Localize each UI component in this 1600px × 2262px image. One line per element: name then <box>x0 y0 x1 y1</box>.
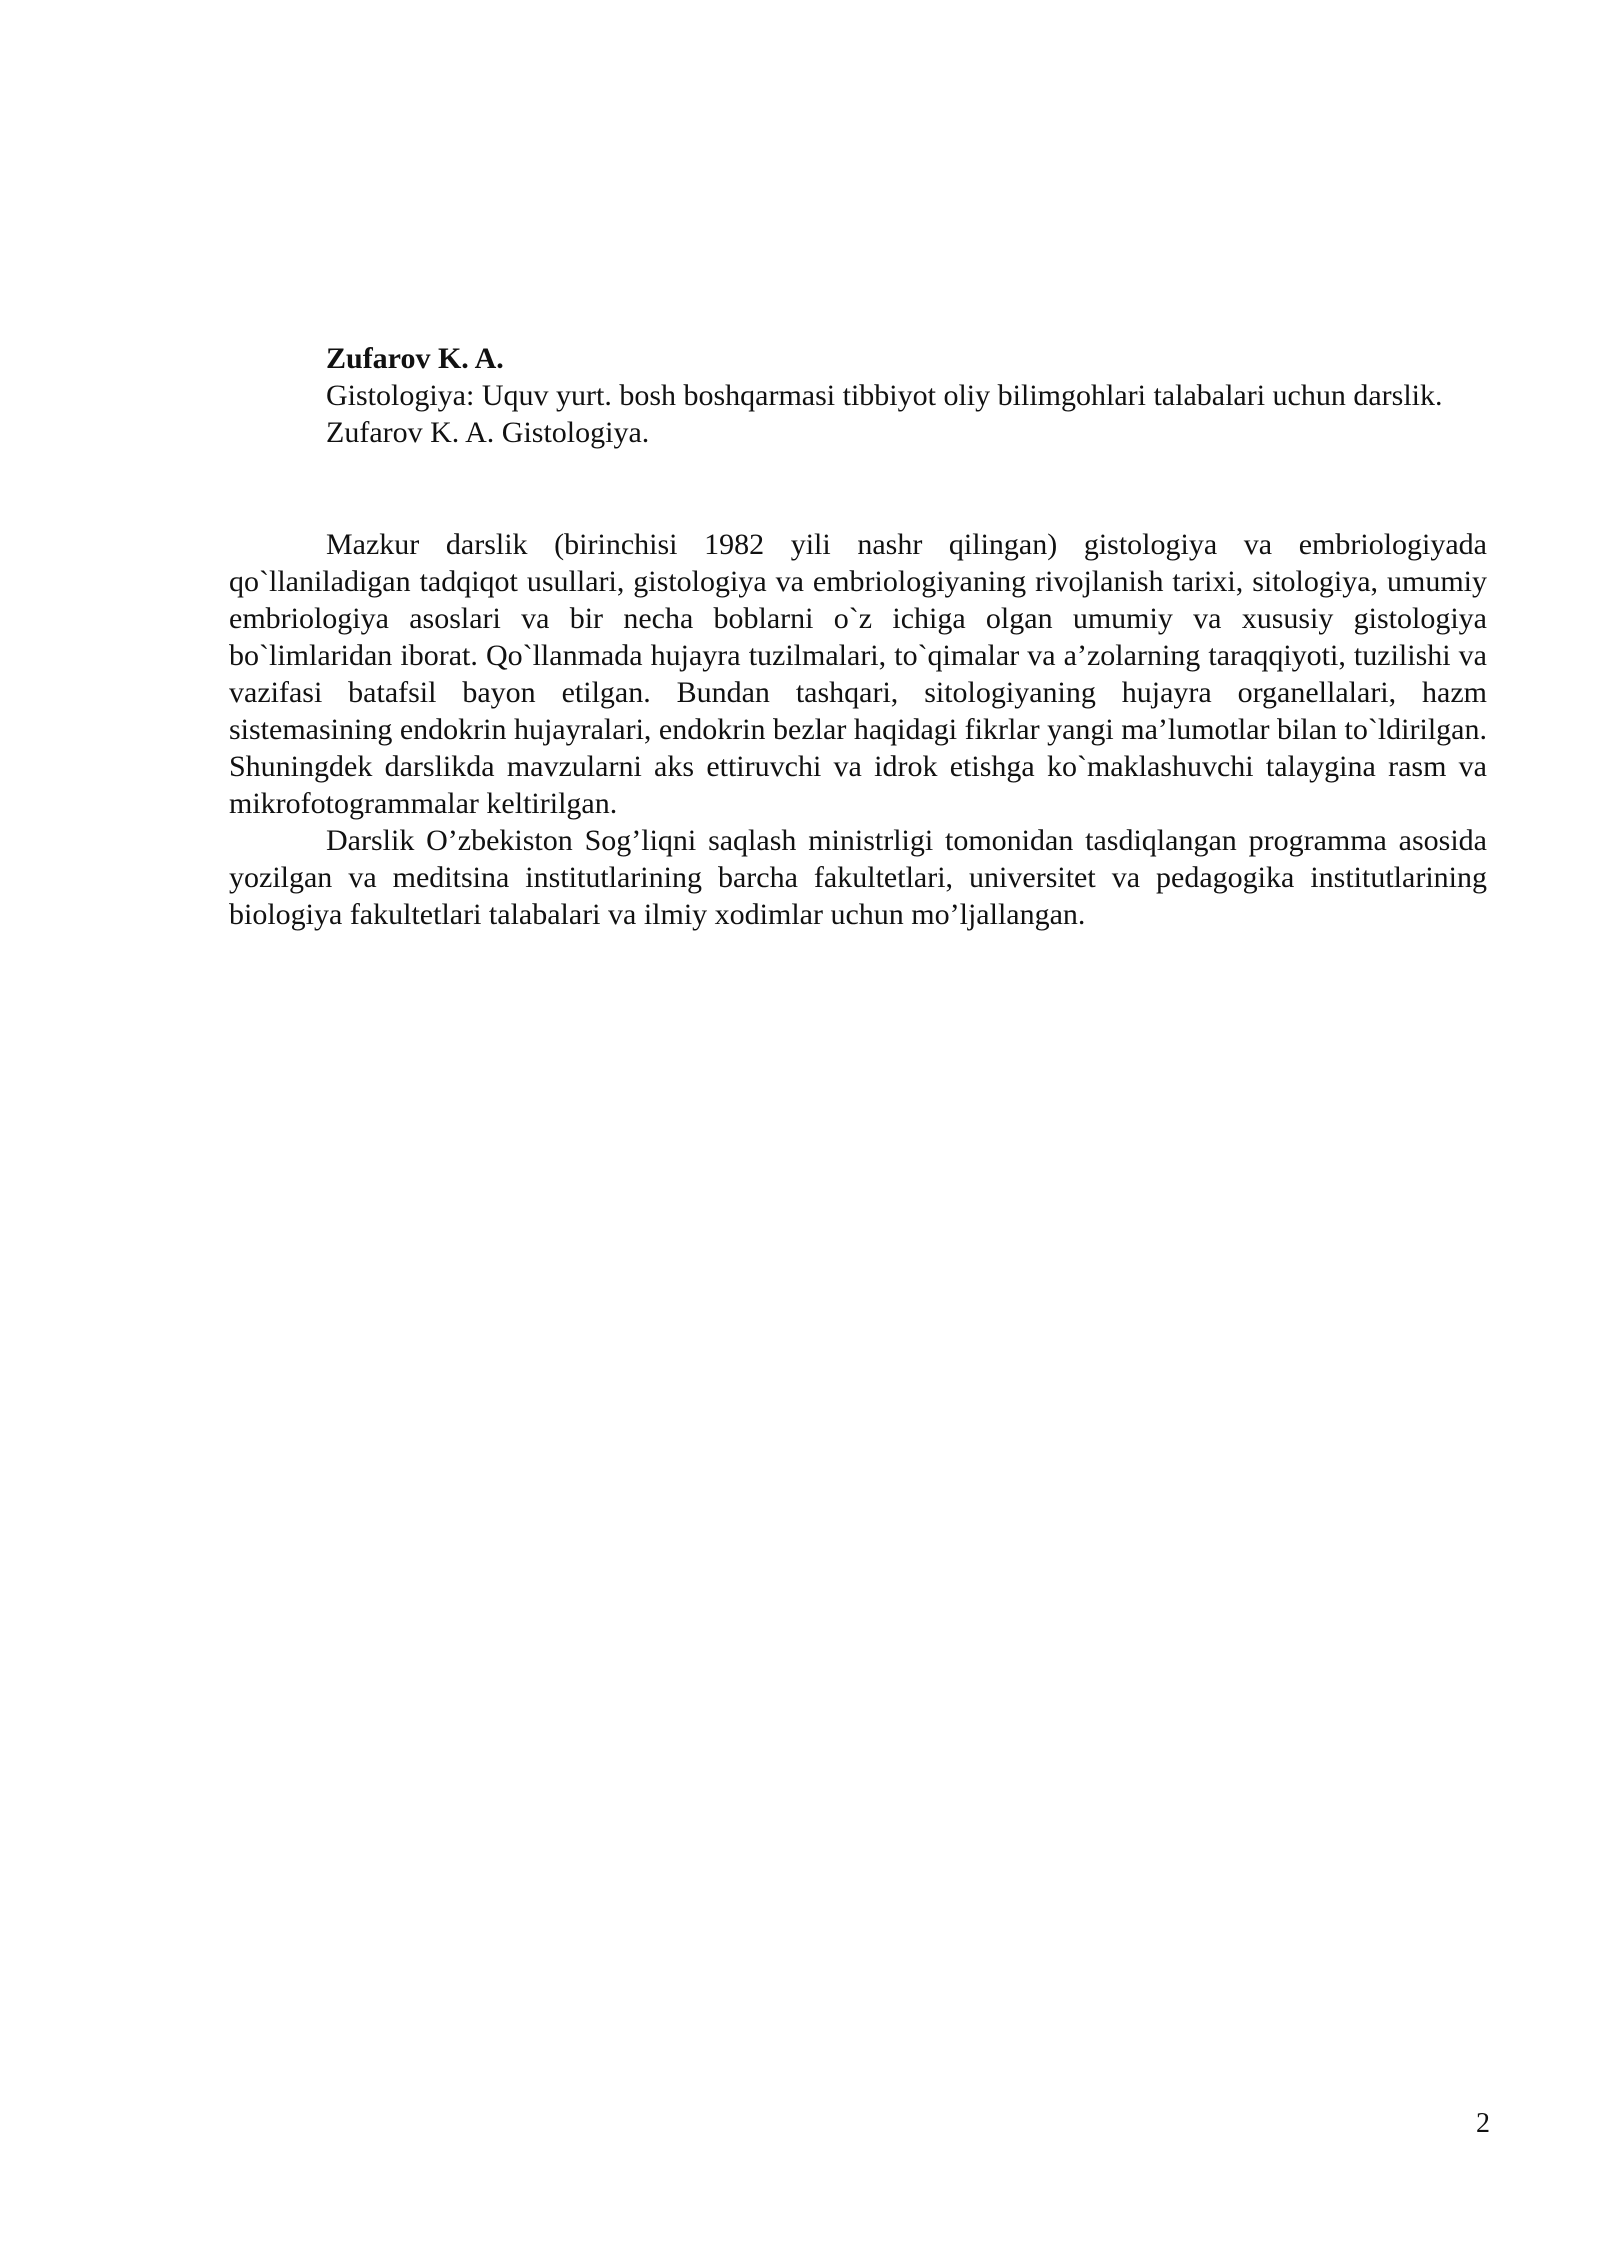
book-title-line: Gistologiya: Uquv yurt. bosh boshqarmasi tibbiyot oliy bilimgohlari talabalari uchun darslik. <box>326 379 1443 412</box>
abstract-body <box>229 526 1487 933</box>
bibliographic-header <box>326 340 1476 451</box>
author-name: Zufarov K. A. <box>326 342 504 375</box>
short-title: Zufarov K. A. Gistologiya. <box>326 416 650 449</box>
abstract-paragraph-1: Mazkur darslik (birinchisi 1982 yili nashr qilingan) gistologiya va embriologiyada qo`llaniladigan tadqiqot usullari, gistologiya va embriologiyaning rivojlanish tarixi, sitologiya, umumiy embriologiya asoslari va bir necha boblarni o`z ichiga olgan umumiy va xususiy gistologiya bo`limlaridan iborat. Qo`llanmada hujayra tuzilmalari, to`qimalar va a’zolarning taraqqiyoti, tuzilishi va vazifasi batafsil bayon etilgan. Bundan tashqari, sitologiyaning hujayra organellalari, hazm sistemasining endokrin hujayralari, endokrin bezlar haqidagi fikrlar yangi ma’lumotlar bilan to`ldirilgan. Shuningdek darslikda mavzularni aks ettiruvchi va idrok etishga ko`maklashuvchi talaygina rasm va mikrofotogrammalar keltirilgan. <box>229 528 1487 820</box>
abstract-paragraph-2: Darslik O’zbekiston Sog’liqni saqlash ministrligi tomonidan tasdiqlangan programma asosida yozilgan va meditsina institutlarining barcha fakultetlari, universitet va pedagogika institutlarining biologiya fakultetlari talabalari va ilmiy xodimlar uchun mo’ljallangan. <box>229 824 1487 931</box>
page-number: 2 <box>1476 2108 1490 2139</box>
